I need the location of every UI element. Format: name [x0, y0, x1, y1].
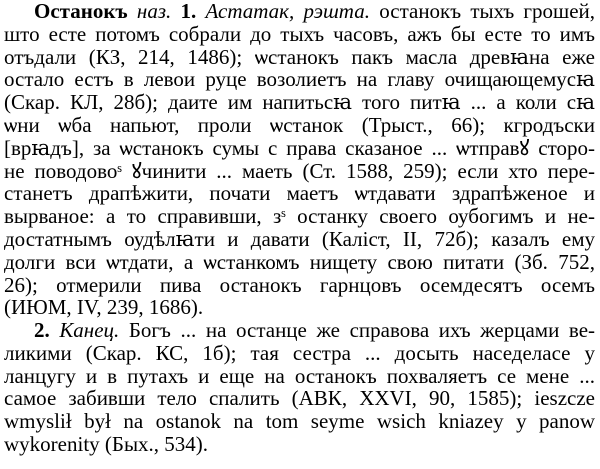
- sense-2-gloss: Канец.: [59, 318, 120, 342]
- text-line: што есте потомъ собрали до тыхъ часовъ, ажъ бы есте то имъ: [4, 21, 595, 46]
- text-line: ликими (Скар. КС, 1б); тая сестра ... досыть наседеласе у: [4, 340, 595, 365]
- sense-2-first-line: [4, 319, 595, 342]
- sense-2-paragraph: [4, 319, 595, 456]
- entry-first-line: [4, 0, 595, 23]
- text-line: [врꙗдъ], за ѡстанокъ сумы с права сказаное ... ѡтправꙋ сторо-: [4, 135, 595, 160]
- text-line: 26); отмерили пива останокъ гарнцовъ осемдесятъ осемъ: [4, 272, 595, 297]
- text-line: Богъ ... на останце же справова ихъ жерцами ве-: [128, 318, 596, 342]
- text-line: останокъ тыхъ грошей,: [379, 0, 596, 23]
- sense-1-gloss: Астатак, рэшта.: [205, 0, 370, 23]
- text-line: вырваное: а то справивши, зˢ останку своего оубогимъ и не-: [4, 204, 595, 229]
- text-line: остало естъ в левои руце возолиетъ на главу очищающемусꙗ: [4, 67, 595, 92]
- sense-1-number: 1.: [180, 0, 197, 23]
- text-line: долги вси ѡтдати, а ѡстанкомъ нищету свою питати (Зб. 752,: [4, 249, 595, 274]
- text-line: не поводовоˢ ꙋчинити ... маеть (Ст. 1588, 259); если хто пере-: [4, 158, 595, 183]
- text-line: ѡни ѡба напьют, проли ѡстанок (Трыст., 66); кгродъски: [4, 112, 595, 137]
- text-line: отъдали (КЗ, 214, 1486); ѡстанокъ пакъ масла древꙗна еже: [4, 44, 595, 69]
- text-line: самое забивши тело спалить (АВК, XXVI, 90, 1585); ieszcze: [4, 386, 595, 411]
- text-line: достатнымъ оудѣлꙗти и давати (Калiст, II, 72б); казалъ ему: [4, 226, 595, 251]
- sense-1-paragraph: [4, 0, 595, 319]
- text-line: wykorenity (Бых., 534).: [4, 431, 209, 456]
- text-line: станетъ драпѣжити, почати маетъ ѡтдавати здрапѣженое и: [4, 181, 595, 206]
- text-line: wmyslił był na ostanok na tom seyme wsich kniazey y panow: [4, 409, 595, 434]
- grammar-label: наз.: [136, 0, 172, 23]
- headword: Останокъ: [34, 0, 128, 23]
- text-line: (Скар. КЛ, 28б); даите им напитьсꙗ того питꙗ ... а коли сꙗ: [4, 90, 595, 115]
- text-line: ланцугу и в путахъ и еще на останокъ похваляетъ се мене ...: [4, 363, 595, 388]
- text-line: (ИЮМ, IV, 239, 1686).: [4, 295, 204, 320]
- sense-2-number: 2.: [34, 318, 50, 342]
